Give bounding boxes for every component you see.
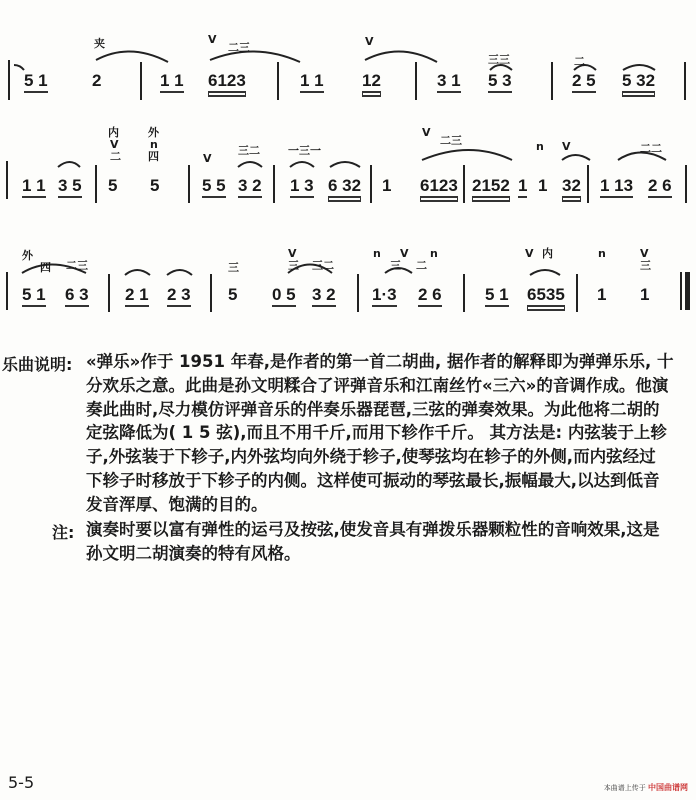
score-line-3 — [0, 228, 696, 318]
barline — [685, 165, 687, 203]
barline — [684, 62, 686, 100]
note-group: 5 — [228, 285, 238, 304]
barline — [95, 165, 97, 203]
note-group: 1·3 — [372, 286, 397, 307]
note-group: 2 5 — [572, 72, 596, 93]
barline — [370, 165, 372, 203]
note-group: 1 13 — [600, 177, 633, 198]
barline — [210, 274, 212, 312]
final-barline — [685, 272, 690, 310]
text-line: 子,外弦装于下轸子,内外弦均向外绕于轸子,使琴弦均在轸子的外侧,而内弦经过 — [86, 447, 656, 467]
bow-mark: V — [400, 247, 409, 260]
text-line: 分欢乐之意。此曲是孙文明糅合了评弹音乐和江南丝竹«三六»的音调作成。他演 — [86, 375, 669, 395]
fingering-mark: 夹 — [94, 37, 105, 50]
bow-mark: V — [365, 35, 374, 48]
string-mark: 三 — [288, 259, 299, 272]
string-mark: 三 — [228, 261, 239, 274]
bow-mark: n — [430, 247, 438, 260]
bow-mark: V — [208, 33, 217, 46]
bow-mark: V — [422, 126, 431, 139]
note-group: 3 5 — [58, 177, 82, 198]
barline — [576, 274, 578, 312]
barline — [273, 165, 275, 203]
note-group: 1 — [518, 177, 527, 198]
barline — [188, 165, 190, 203]
explanation-paragraph — [86, 350, 692, 517]
note-group: 6123 — [420, 177, 458, 198]
note-group: 5 — [150, 176, 160, 195]
note-group: 6 3 — [65, 286, 89, 307]
string-mark: 二三 — [440, 134, 462, 147]
note-group: 12 — [362, 72, 381, 93]
barline — [140, 62, 142, 100]
slur-marks — [0, 228, 696, 318]
string-mark: 二二 — [640, 142, 662, 155]
string-mark: 四 — [40, 261, 51, 274]
barline — [463, 274, 465, 312]
string-mark: 三 — [390, 259, 401, 272]
text-line: 发音浑厚、饱满的目的。 — [86, 494, 268, 514]
page-number: 5-5 — [8, 773, 35, 792]
note-group: 1 1 — [22, 177, 46, 198]
text-line: 下轸子时移放于下轸子的内侧。这样使可振动的琴弦最长,振幅最大,以达到低音 — [86, 470, 660, 490]
note-group: 1 — [538, 176, 548, 195]
string-mark: 三二 — [238, 144, 260, 157]
note-group: 2 6 — [648, 177, 672, 198]
score-line-2 — [0, 115, 696, 205]
text-line: 演奏时要以富有弹性的运弓及按弦,使发音具有弹拨乐器颗粒性的音响效果,这是 — [86, 520, 660, 539]
final-barline — [680, 272, 682, 310]
note-group: 5 1 — [24, 72, 48, 93]
string-mark: 外 — [148, 126, 159, 139]
text-line: 孙文明二胡演奏的特有风格。 — [86, 543, 301, 563]
note-group: 1 — [640, 285, 650, 304]
string-mark: 四 — [148, 150, 159, 163]
watermark — [604, 782, 688, 793]
bow-mark: n — [598, 247, 606, 260]
text-line: 奏此曲时,尽力模仿评弹音乐的伴奏乐器琵琶,三弦的弹奏效果。为此他将二胡的 — [86, 399, 660, 419]
note-group: 2 3 — [167, 286, 191, 307]
bow-mark: V — [203, 152, 212, 165]
bow-mark: n — [150, 138, 158, 151]
string-mark: 二三 — [228, 41, 250, 54]
string-mark: 三 — [640, 259, 651, 272]
note-group: 6535 — [527, 286, 565, 307]
note-group: 2 — [92, 71, 102, 90]
string-mark: 二 — [416, 259, 427, 272]
note-group: 3 2 — [238, 177, 262, 198]
note-group: 1 — [597, 285, 607, 304]
string-mark: 二三 — [66, 259, 88, 272]
barline — [551, 62, 553, 100]
note-group: 5 3 — [488, 72, 512, 93]
note-group: 5 5 — [202, 177, 226, 198]
bow-mark: V — [525, 247, 534, 260]
text-line: «弹乐»作于 1951 年春,是作者的第一首二胡曲, 据作者的解释即为弹弹乐乐, 十 — [86, 352, 674, 371]
note-group: 32 — [562, 177, 581, 198]
explanation-label: 乐曲说明: — [2, 355, 73, 374]
score-line-1 — [0, 20, 696, 110]
string-mark: 内 — [108, 126, 119, 139]
bow-mark: n — [536, 140, 544, 153]
barline — [277, 62, 279, 100]
barline — [6, 272, 8, 310]
note-group: 1 1 — [300, 72, 324, 93]
string-mark: 一三一 — [288, 144, 321, 157]
note-group: 5 — [108, 176, 118, 195]
note-group: 2152 — [472, 177, 510, 198]
note-group: 5 32 — [622, 72, 655, 93]
text-line: 定弦降低为( 1 5 弦),而且不用千斤,而用下轸作千斤。 其方法是: 内弦装于上轸 — [86, 423, 667, 443]
bow-mark: V — [110, 138, 119, 151]
note-group: 6 32 — [328, 177, 361, 198]
note-group: 6123 — [208, 72, 246, 93]
string-mark: 外 — [22, 249, 33, 262]
string-mark: 二 — [574, 55, 585, 68]
note-group: 2 1 — [125, 286, 149, 307]
bow-mark: V — [640, 247, 649, 260]
watermark-text: 本曲谱上传于 — [603, 784, 646, 792]
barline — [108, 274, 110, 312]
note-paragraph — [86, 518, 692, 566]
string-mark: 二 — [110, 150, 121, 163]
bow-mark: V — [288, 247, 297, 260]
note-group: 1 3 — [290, 177, 314, 198]
barline — [463, 165, 465, 203]
note-group: 5 1 — [22, 286, 46, 307]
string-mark: 三二 — [312, 259, 334, 272]
string-mark: 内 — [542, 247, 553, 260]
note-group: 3 1 — [437, 72, 461, 93]
note-label: 注: — [52, 523, 75, 542]
barline — [8, 60, 10, 100]
note-group: 1 1 — [160, 72, 184, 93]
barline — [6, 161, 8, 199]
barline — [587, 165, 589, 203]
slur-marks — [0, 20, 696, 110]
barline — [357, 274, 359, 312]
bow-mark: V — [562, 140, 571, 153]
bow-mark: n — [373, 247, 381, 260]
string-mark: 三三 — [488, 53, 510, 66]
note-group: 3 2 — [312, 286, 336, 307]
note-group: 2 6 — [418, 286, 442, 307]
watermark-brand: 中国曲谱网 — [648, 783, 688, 792]
note-group: 5 1 — [485, 286, 509, 307]
note-group: 1 — [382, 176, 392, 195]
barline — [415, 62, 417, 100]
note-group: 0 5 — [272, 286, 296, 307]
